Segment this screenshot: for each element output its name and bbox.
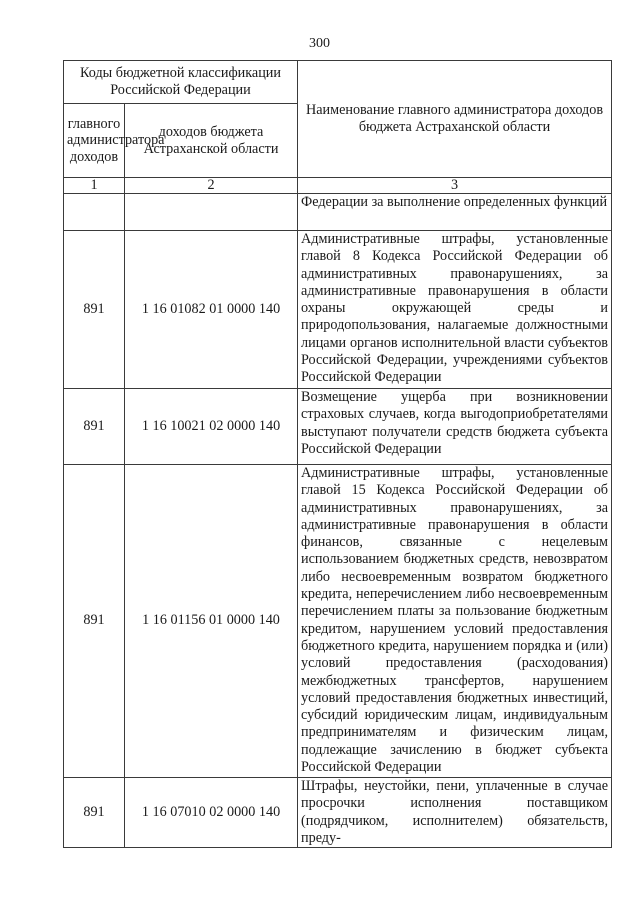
header-row-group [64,61,612,104]
admin-code-cell [64,194,125,231]
admin-name-cell: Федерации за выполнение определенных функций [298,194,612,231]
header-revenue-code: доходов бюджета Астраханской области [125,104,298,178]
admin-code-cell: 891 [64,778,125,848]
revenue-code-cell: 1 16 01082 01 0000 140 [125,231,298,389]
table-row [64,465,612,778]
revenue-code-cell: 1 16 10021 02 0000 140 [125,389,298,465]
budget-classification-table [63,60,612,848]
admin-code-cell: 891 [64,465,125,778]
page-number: 300 [309,36,330,51]
table-row [64,389,612,465]
revenue-code-cell [125,194,298,231]
column-number: 3 [298,178,612,194]
column-number: 2 [125,178,298,194]
admin-code-cell: 891 [64,389,125,465]
header-admin-name: Наименование главного администратора доходов бюджета Астраханской области [298,61,612,178]
admin-name-cell: Административные штрафы, установленные главой 8 Кодекса Российской Федерации об административных правонарушениях, за административные правонарушения в области охраны окружающей среды и природопользования, налагаемые должностными лицами органов исполнительной власти субъектов Российской Федерации, учреждениями субъектов Российской Федерации [298,231,612,389]
admin-name-cell: Административные штрафы, установленные главой 15 Кодекса Российской Федерации об административных правонарушениях, за административные правонарушения в области финансов, связанные с нецелевым использованием бюджетных средств, невозвратом либо несвоевременным возвратом бюджетного кредита, неперечислением либо несвоевременным перечислением платы за пользование бюджетным кредитом, нарушением условий предоставления бюджетного кредита, нарушением порядка и (или) условий предоставления (расходования) межбюджетных трансфертов, нарушением условий предоставления бюджетных инвестиций, субсидий юридическим лицам, индивидуальным предпринимателям и физическим лицам, подлежащие зачислению в бюджет субъекта Российской Федерации [298,465,612,778]
column-number-row [64,178,612,194]
table-row [64,778,612,848]
header-codes-group: Коды бюджетной классификации Российской Федерации [64,61,298,104]
admin-name-cell: Штрафы, неустойки, пени, уплаченные в случае просрочки исполнения поставщиком (подрядчиком, исполнителем) обязательств, преду- [298,778,612,848]
revenue-code-cell: 1 16 07010 02 0000 140 [125,778,298,848]
revenue-code-cell: 1 16 01156 01 0000 140 [125,465,298,778]
admin-code-cell: 891 [64,231,125,389]
table-row [64,194,612,231]
admin-name-cell: Возмещение ущерба при возникновении страховых случаев, когда выгодоприобретателями выступают получатели средств бюджета субъекта Российской Федерации [298,389,612,465]
column-number: 1 [64,178,125,194]
table-row [64,231,612,389]
header-admin-code: главного администратора доходов [64,104,125,178]
